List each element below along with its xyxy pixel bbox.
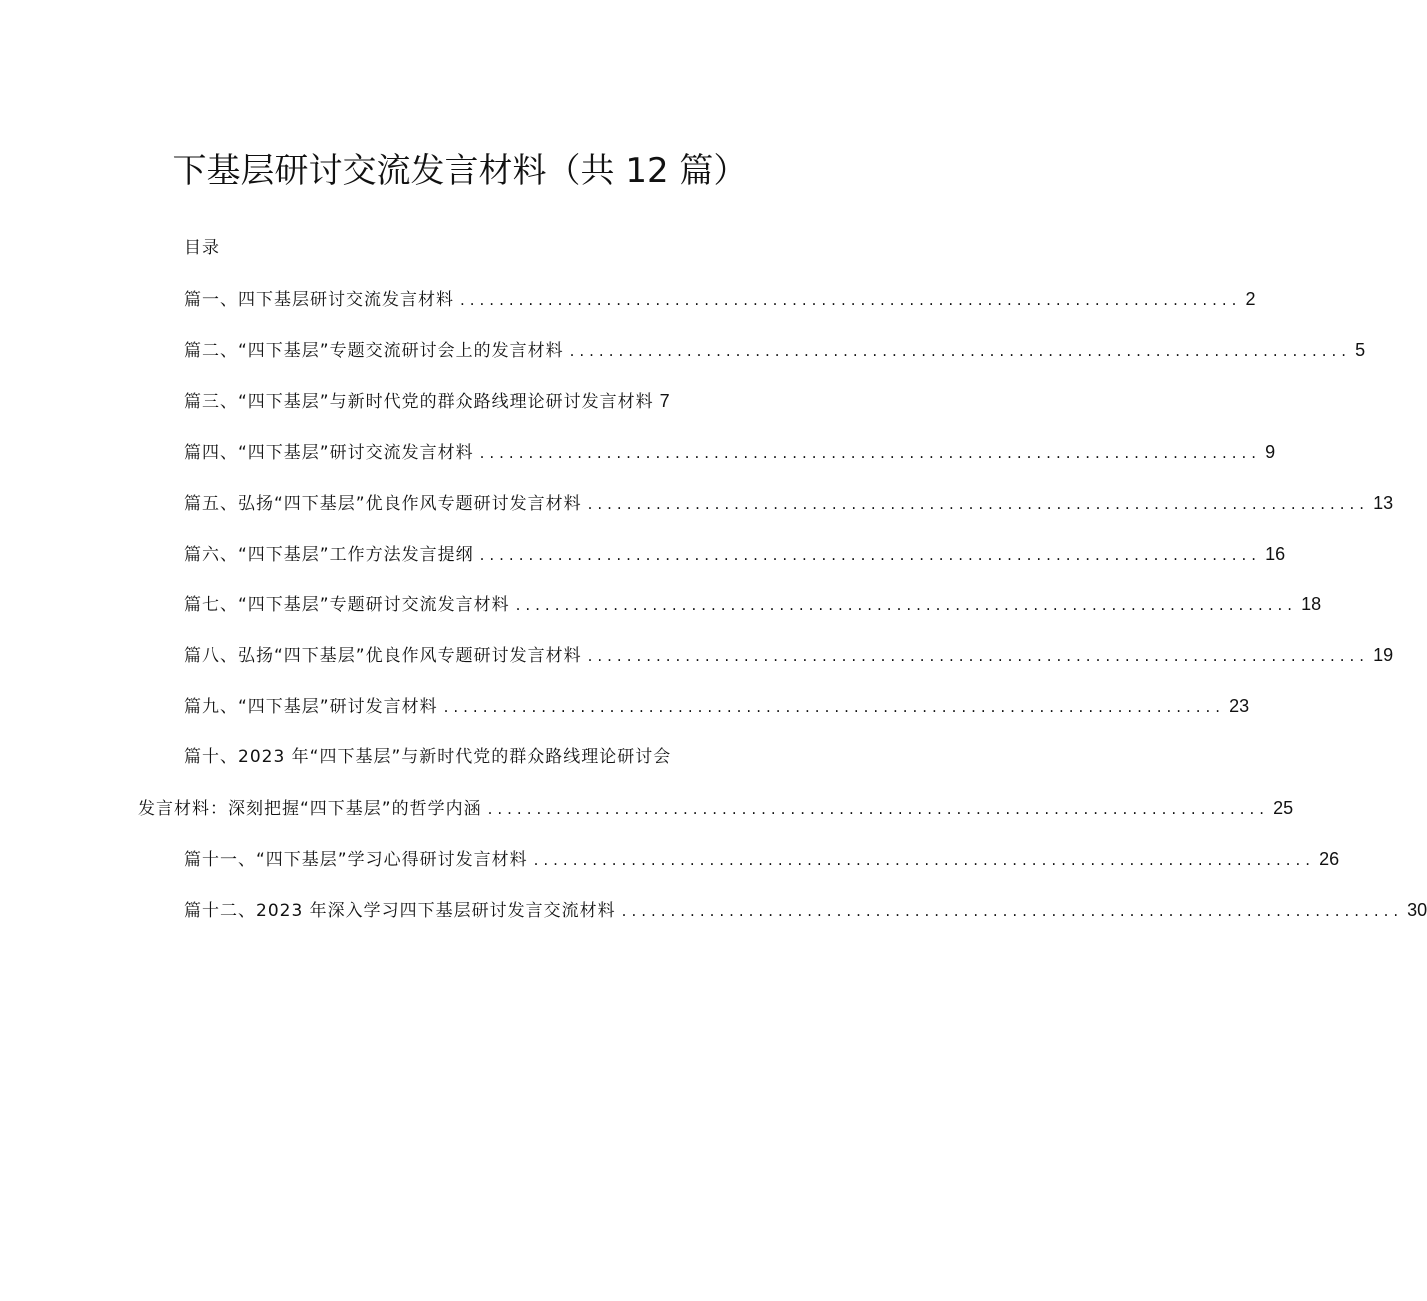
toc-entry-label: 发言材料：深刻把握“四下基层”的哲学内涵 — [138, 799, 482, 819]
toc-entry-label: 篇四、“四下基层”研讨交流发言材料 — [184, 443, 474, 463]
toc-entry-page: 7 — [659, 391, 670, 411]
toc-entry-page: 19 — [1373, 645, 1394, 665]
toc-entry-page: 13 — [1373, 493, 1394, 513]
toc-leader-dots: ................................................................................ — [569, 342, 1352, 360]
toc-entry-label: 篇一、四下基层研讨交流发言材料 — [184, 290, 454, 310]
toc-entry-label: 篇十、2023 年“四下基层”与新时代党的群众路线理论研讨会 — [184, 747, 672, 767]
toc-entry-page: 30 — [1407, 900, 1427, 920]
document-title: 下基层研讨交流发言材料（共 12 篇） — [172, 151, 748, 191]
toc-entry-label: 篇五、弘扬“四下基层”优良作风专题研讨发言材料 — [184, 494, 582, 514]
toc-entry-label: 篇九、“四下基层”研讨发言材料 — [184, 697, 438, 717]
toc-entry-7[interactable] — [184, 591, 1322, 617]
toc-entry-6[interactable] — [184, 541, 1286, 567]
toc-entry-page: 25 — [1273, 798, 1294, 818]
toc-entry-page: 26 — [1319, 849, 1340, 869]
toc-entry-page: 23 — [1229, 696, 1250, 716]
toc-leader-dots: ................................................................................ — [460, 291, 1242, 309]
toc-entry-5[interactable] — [184, 490, 1394, 516]
toc-leader-dots: ................................................................................ — [533, 851, 1316, 869]
toc-entry-10-line1[interactable] — [184, 744, 671, 770]
toc-entry-label: 篇六、“四下基层”工作方法发言提纲 — [184, 545, 474, 565]
toc-leader-dots: ................................................................................ — [587, 647, 1370, 665]
toc-leader-dots: ................................................................................ — [479, 444, 1262, 462]
toc-entry-page: 9 — [1265, 442, 1276, 462]
toc-entry-4[interactable] — [184, 439, 1276, 465]
toc-leader-dots: ................................................................................ — [487, 800, 1270, 818]
toc-entry-10-line2[interactable] — [138, 795, 1294, 821]
toc-entry-label: 篇七、“四下基层”专题研讨交流发言材料 — [184, 595, 510, 615]
toc-entry-8[interactable] — [184, 642, 1394, 668]
toc-entry-2[interactable] — [184, 337, 1366, 363]
toc-entry-page: 18 — [1301, 594, 1322, 614]
toc-entry-page: 16 — [1265, 544, 1286, 564]
toc-entry-label: 篇二、“四下基层”专题交流研讨会上的发言材料 — [184, 341, 564, 361]
toc-entry-9[interactable] — [184, 693, 1250, 719]
toc-entry-page: 2 — [1245, 289, 1256, 309]
toc-entry-12[interactable] — [184, 897, 1427, 923]
toc-entry-label: 篇三、“四下基层”与新时代党的群众路线理论研讨发言材料 — [184, 392, 654, 412]
toc-entry-label: 篇八、弘扬“四下基层”优良作风专题研讨发言材料 — [184, 646, 582, 666]
toc-leader-dots: ................................................................................ — [443, 698, 1226, 716]
toc-leader-dots: ................................................................................ — [621, 902, 1404, 920]
toc-entry-label: 篇十二、2023 年深入学习四下基层研讨发言交流材料 — [184, 901, 616, 921]
toc-entry-11[interactable] — [184, 846, 1340, 872]
toc-leader-dots: ................................................................................ — [515, 596, 1298, 614]
toc-heading: 目录 — [184, 238, 220, 258]
toc-entry-3[interactable] — [184, 388, 670, 414]
toc-entry-label: 篇十一、“四下基层”学习心得研讨发言材料 — [184, 850, 528, 870]
toc-entry-page: 5 — [1355, 340, 1366, 360]
toc-leader-dots: ................................................................................ — [479, 546, 1262, 564]
toc-leader-dots: ................................................................................ — [587, 495, 1370, 513]
toc-entry-1[interactable] — [184, 286, 1256, 312]
